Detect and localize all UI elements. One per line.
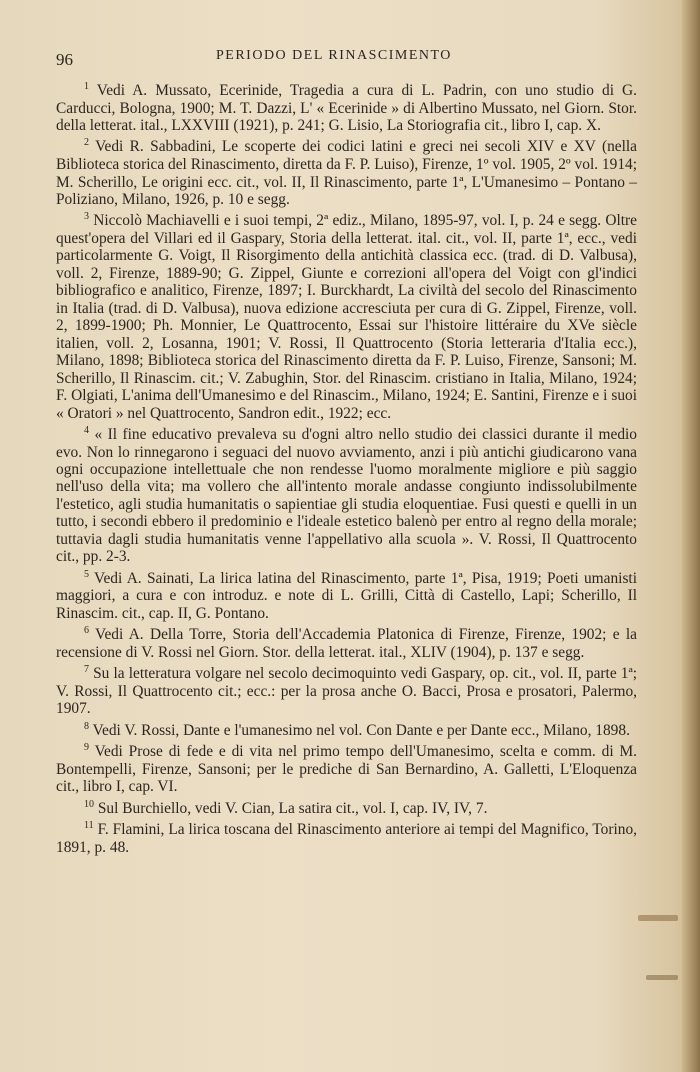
page-stain (638, 915, 678, 921)
page-header (56, 46, 641, 68)
footnote-text: F. Flamini, La lirica toscana del Rinascimento anteriore ai tempi del Magnifico, Torino, 1891, p. 48. (56, 821, 637, 856)
footnote (56, 718, 637, 740)
footnote (56, 739, 637, 795)
footnote (56, 78, 637, 134)
footnote (56, 661, 637, 717)
footnote-number: 2 (84, 137, 89, 149)
footnote-text: Vedi A. Mussato, Ecerinide, Tragedia a cura di L. Padrin, con uno studio di G. Carducci, Bologna, 1900; M. T. Dazzi, L' « Ecerinide » di Albertino Mussato, nel Giorn. Stor. della letterat. ital., LXXVIII (1921), p. 241; G. Lisio, La Storiografia cit., libro I, cap. X. (56, 82, 637, 135)
footnote-text: Vedi Prose di fede e di vita nel primo tempo dell'Umanesimo, scelta e comm. di M. Bontempelli, Firenze, Sansoni; per le prediche di San Bernardino, A. Galletti, L'Eloquenza cit., libro I, cap. VI. (56, 743, 637, 796)
footnote-number: 6 (84, 625, 89, 637)
footnote-number: 9 (84, 742, 89, 754)
page-number: 96 (56, 50, 73, 69)
footnote-number: 1 (84, 81, 89, 92)
footnote (56, 817, 637, 856)
footnote-text: Vedi R. Sabbadini, Le scoperte dei codici latini e greci nei secoli XIV e XV (nella Biblioteca storica del Rinascimento, diretta da F. P. Luiso), Firenze, 1º vol. 1905, 2º vol. 1914; M. Scherillo, Le origini ecc. cit., vol. II, Il Rinascimento, parte 1ª, L'Umanesimo – Pontano – Poliziano, Milano, 1926, p. 10 e segg. (56, 138, 637, 208)
footnote-number: 4 (84, 424, 89, 436)
footnote-number: 3 (84, 211, 89, 223)
footnote-number: 5 (84, 568, 89, 580)
footnote-text: Niccolò Machiavelli e i suoi tempi, 2ª ediz., Milano, 1895-97, vol. I, p. 24 e segg. Oltre quest'opera del Villari ed il Gaspary, Storia della letterat. ital. cit., vol. II, parte 1ª, ecc., vedi particolarmente G. Voigt, Il Risorgimento della antichità classica ecc. (trad. di D. Valbusa), voll. 2, Firenze, 1889-90; G. Zippel, Giunte e correzioni all'opera del Voigt con gl'indici bibliografico e analitico, Firenze, 1897; I. Burckhardt, La civiltà del secolo del Rinascimento in Italia (trad. di D. Valbusa), nuova edizione accresciuta per cura di G. Zippel, Firenze, voll. 2, 1899-1900; Ph. Monnier, Le Quattrocento, Essai sur l'histoire littéraire du XVe siècle italien, voll. 2, Losanna, 1901; V. Rossi, Il Quattrocento (Storia letteraria d'Italia ecc.), Milano, 1898; Biblioteca storica del Rinascimento diretta da F. P. Luiso, Firenze, Sansoni; M. Scherillo, Il Rinascim. cit.; V. Zabughin, Stor. del Rinascim. cristiano in Italia, Milano, 1924; F. Olgiati, L'anima dell'Umanesimo e del Rinascim., Milano, 1924; E. Santini, Firenze e i suoi « Oratori » nel Quattrocento, Sandron edit., 1922; ecc. (56, 212, 637, 422)
footnote (56, 622, 637, 661)
footnote-text: Vedi A. Sainati, La lirica latina del Rinascimento, parte 1ª, Pisa, 1919; Poeti umanisti maggiori, a cura e con introduz. e note di L. Grilli, Città di Castello, Lapi; Scherillo, Il Rinascim. cit., cap. II, G. Pontano. (56, 569, 637, 622)
page-stain (646, 975, 678, 980)
footnote-number: 10 (84, 798, 94, 810)
footnote-text: Sul Burchiello, vedi V. Cian, La satira cit., vol. I, cap. IV, IV, 7. (97, 799, 488, 817)
footnote-number: 7 (84, 664, 89, 676)
footnote (56, 134, 637, 208)
footnote (56, 796, 637, 818)
running-title: PERIODO DEL RINASCIMENTO (216, 48, 452, 63)
footnote (56, 422, 637, 566)
footnote-number: 11 (84, 820, 94, 832)
footnote (56, 208, 637, 422)
footnotes (56, 78, 637, 856)
footnote-text: Vedi A. Della Torre, Storia dell'Accademia Platonica di Firenze, Firenze, 1902; e la recensione di V. Rossi nel Giorn. Stor. della letterat. ital., XLIV (1904), p. 137 e segg. (56, 626, 637, 661)
footnote-text: Su la letteratura volgare nel secolo decimoquinto vedi Gaspary, op. cit., vol. II, parte 1ª; V. Rossi, Il Quattrocento cit.; ecc.: per la prosa anche O. Bacci, Prosa e prosatori, Palermo, 1907. (56, 665, 637, 718)
footnote (56, 566, 637, 622)
footnote-text: Vedi V. Rossi, Dante e l'umanesimo nel vol. Con Dante e per Dante ecc., Milano, 1898. (92, 721, 630, 739)
footnote-text: « Il fine educativo prevaleva su d'ogni altro nello studio dei classici durante il medio evo. Non lo rinnegarono i seguaci del nuovo avviamento, anzi i più antichi giudicarono vana ogni occupazione intellettuale che non rendesse l'uomo moralmente migliore e più saggio nell'uso della vita; ma vollero che all'intento morale andasse congiunto indissolubilmente l'estetico, agli studia humanitatis o sapientiae gli studia eloquentiae. Fusi questi e quelli in un tutto, i secondi ebbero il predominio e l'ideale estetico balenò per entro al regno della morale; tuttavia dagli studia humanitatis venne l'appellativo alla scuola ». V. Rossi, Il Quattrocento cit., pp. 2-3. (56, 426, 637, 566)
page-edge (682, 0, 700, 1072)
footnote-number: 8 (84, 720, 89, 732)
